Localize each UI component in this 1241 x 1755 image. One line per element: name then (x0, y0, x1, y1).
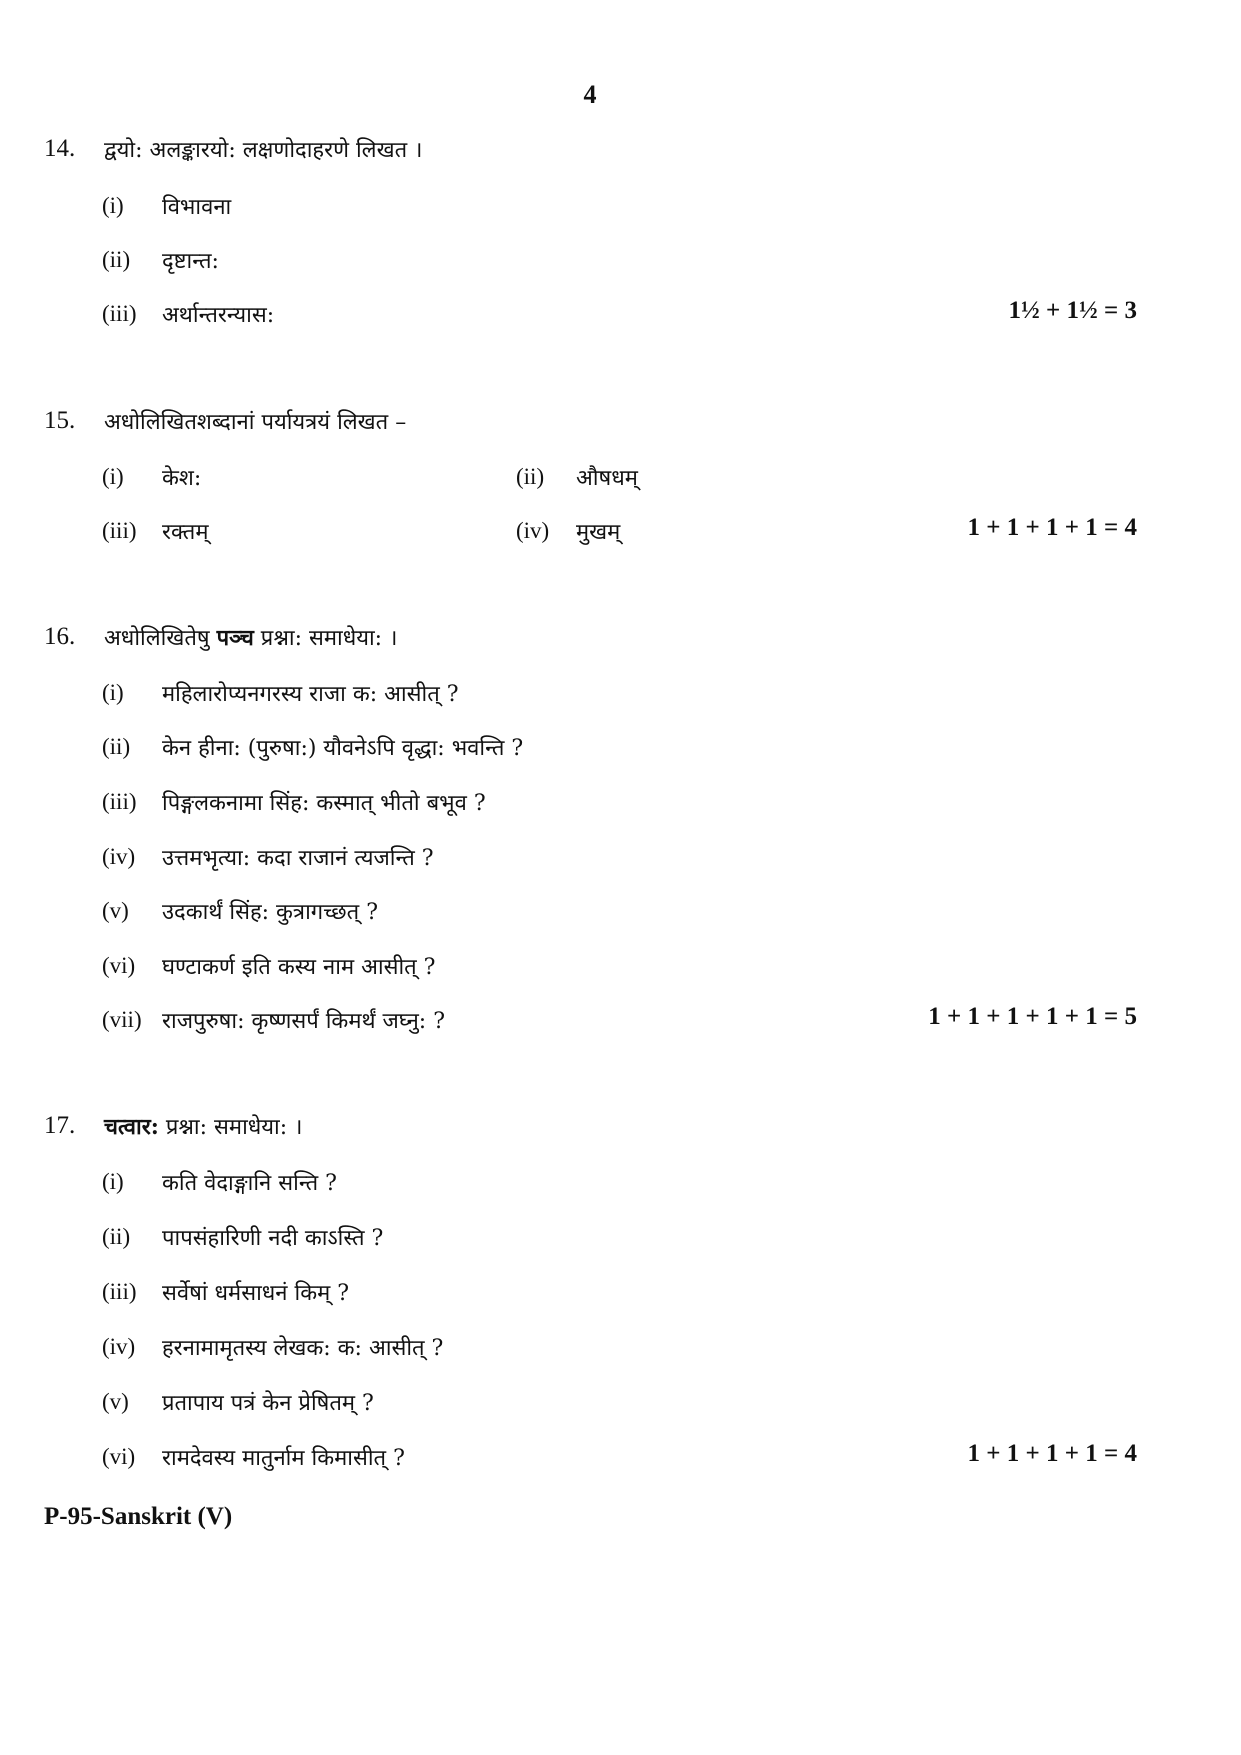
q16-text-pre: अधोलिखितेषु (104, 626, 210, 651)
q16-item-text: उत्तमभृत्या: कदा राजानं त्यजन्ति ? (162, 846, 434, 871)
q16-text-bold: पञ्च (216, 625, 254, 651)
question-16-text (104, 622, 397, 652)
q16-item-number: (vi) (102, 953, 136, 978)
q17-item-number: (iii) (102, 1279, 137, 1304)
q16-item-number: (ii) (102, 734, 131, 759)
q17-item-number: (v) (102, 1389, 129, 1414)
q16-item-text: महिलारोप्यनगरस्य राजा क: आसीत् ? (162, 682, 459, 707)
q17-item-number: (iv) (102, 1334, 136, 1359)
q16-marks: 1 + 1 + 1 + 1 + 1 = 5 (928, 1003, 1137, 1030)
q14-item-text: अर्थान्तरन्यास: (162, 303, 275, 328)
question-14-number: 14. (44, 135, 76, 162)
q16-item-text: पिङ्गलकनामा सिंह: कस्मात् भीतो बभूव ? (162, 791, 486, 816)
q16-item-text: घण्टाकर्ण इति कस्य नाम आसीत् ? (162, 955, 436, 980)
q16-item-number: (v) (102, 898, 129, 923)
page-number: 4 (583, 80, 597, 109)
q14-item-number: (ii) (102, 247, 131, 272)
q15-item-number: (i) (102, 464, 124, 489)
q17-item-number: (ii) (102, 1224, 131, 1249)
question-17-number: 17. (44, 1112, 76, 1139)
q16-item-number: (iii) (102, 789, 137, 814)
q17-text-post: प्रश्ना: समाधेया: । (165, 1115, 303, 1140)
question-15-number: 15. (44, 407, 76, 434)
q17-item-number: (vi) (102, 1444, 136, 1469)
q14-item-text: दृष्टान्त: (162, 249, 219, 274)
q14-item-number: (iii) (102, 301, 137, 326)
q14-item-number: (i) (102, 193, 124, 218)
q17-item-text: सर्वेषां धर्मसाधनं किम् ? (162, 1281, 350, 1306)
q15-item-number: (iii) (102, 518, 137, 543)
q15-item-text: केश: (162, 466, 202, 491)
question-15-text: अधोलिखितशब्दानां पर्यायत्रयं लिखत – (104, 410, 407, 435)
q17-text-bold: चत्वार: (104, 1114, 159, 1140)
question-16-number: 16. (44, 623, 76, 650)
q15-marks: 1 + 1 + 1 + 1 = 4 (967, 514, 1137, 541)
q17-item-text: रामदेवस्य मातुर्नाम किमासीत् ? (162, 1446, 405, 1471)
q14-item-text: विभावना (162, 195, 232, 220)
q15-item-text: रक्तम् (162, 520, 209, 545)
q17-item-text: पापसंहारिणी नदी काऽस्ति ? (162, 1226, 384, 1251)
q15-item-number: (ii) (516, 464, 545, 489)
q17-marks: 1 + 1 + 1 + 1 = 4 (967, 1440, 1137, 1467)
q15-item-text: औषधम् (576, 466, 638, 491)
q15-item-text: मुखम् (576, 520, 621, 545)
q16-item-number: (iv) (102, 844, 136, 869)
q16-item-number: (i) (102, 680, 124, 705)
q15-item-number: (iv) (516, 518, 550, 543)
q16-item-text: उदकार्थं सिंह: कुत्रागच्छत् ? (162, 900, 379, 925)
q16-item-number: (vii) (102, 1007, 142, 1032)
q17-item-text: हरनामामृतस्य लेखक: क: आसीत् ? (162, 1336, 444, 1361)
question-17-text (104, 1111, 303, 1141)
q14-marks: 1½ + 1½ = 3 (1008, 297, 1137, 324)
q16-item-text: राजपुरुषा: कृष्णसर्पं किमर्थं जघ्नु: ? (162, 1009, 445, 1034)
q17-item-number: (i) (102, 1169, 124, 1194)
question-14-text: द्वयो: अलङ्कारयो: लक्षणोदाहरणे लिखत । (104, 138, 423, 163)
q16-text-post: प्रश्ना: समाधेया: । (260, 626, 398, 651)
paper-code: P-95-Sanskrit (V) (44, 1503, 233, 1530)
q16-item-text: केन हीना: (पुरुषा:) यौवनेऽपि वृद्धा: भवन्ति ? (162, 736, 524, 761)
q17-item-text: कति वेदाङ्गानि सन्ति ? (162, 1171, 337, 1196)
q17-item-text: प्रतापाय पत्रं केन प्रेषितम् ? (162, 1391, 374, 1416)
